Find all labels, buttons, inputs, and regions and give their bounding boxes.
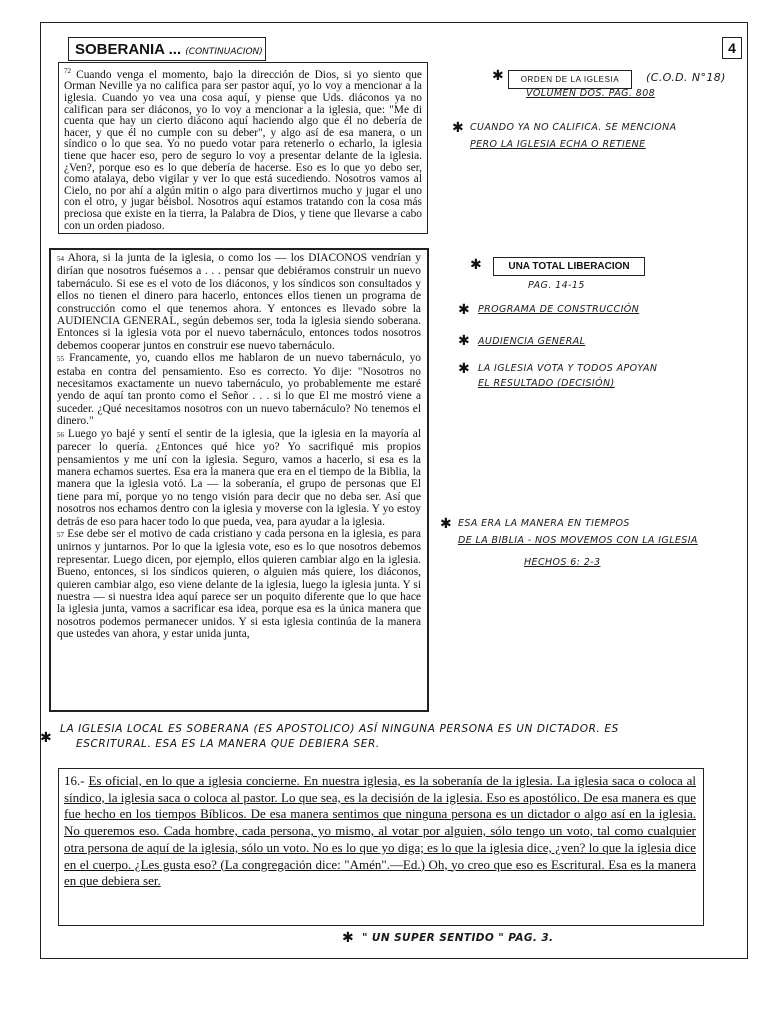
paragraph-number: 54 bbox=[57, 255, 64, 263]
asterisk-icon: ✱ bbox=[458, 302, 470, 318]
liberacion-label: UNA TOTAL LIBERACION bbox=[493, 257, 645, 276]
biblia-note-line1: ESA ERA LA MANERA EN TIEMPOS bbox=[458, 518, 630, 529]
paragraph-number: 72 bbox=[64, 67, 71, 75]
paragraph-57-text: Ese debe ser el motivo de cada cristiano y cada persona en la iglesia, es para unirnos y juntarnos. Por lo que la iglesia vote, eso es lo que nosotros debemos representar. Luego dicen, por ejemplo, ellos quieren cambiar algo en la iglesia. Bueno, entonces, si los síndicos quieren, o alguien más quiere, los diáconos, quieren cambiar algo, eso viene delante de la iglesia, luego la iglesia junta. Y si nuestra — si nuestra idea aquí parece ser un poquito diferente que lo que hace la iglesia junta, vamos a sacrificar esa idea, porque esa es la única manera que nosotros podemos permanecer unidos. Y si esta iglesia continúa de la manera que ustedes van ahora, y estar unida junta, bbox=[57, 527, 421, 641]
califica-note-line2: PERO LA IGLESIA ECHA O RETIENE bbox=[470, 139, 646, 150]
asterisk-icon: ✱ bbox=[492, 68, 504, 84]
paragraph-text: Cuando venga el momento, bajo la dirección de Dios, si yo siento que Orman Neville ya no califica para ser pastor aquí, yo lo voy a mencionar a la iglesia. Cuando yo vea una cosa aquí, y piense que Uds. diáconos ya no califican para ser diáconos, yo lo voy a mencionar a la iglesia, que: "Me di cuenta que hay un cierto diácono aquí haciendo algo que él no debería de hacer, y que él no cumple con su deber", y algo así de esa manera, o un síndico o lo que sea. Yo no puedo votar para retenerlo o echarlo, la iglesia tiene que hacer eso, pero de seguro lo voy a presentar delante de la iglesia. ¿Ven?, porque eso es lo que debería de hacerse. Eso es lo que yo debo ser, como atalaya, debo vigilar y ver lo que está sucediendo. Nosotros vamos al Cielo, no por ahí a algún mitin o algo para divertirnos mucho y jugar el uno con el otro, y jugar béisbol. Nosotros aquí estamos tratando con la cosa más preciosa que existe en la tierra, la Palabra de Dios, y tiene que llevarse a cabo con un orden piadoso. bbox=[64, 68, 422, 232]
programa-note: PROGRAMA DE CONSTRUCCIÓN bbox=[478, 304, 640, 315]
asterisk-icon: ✱ bbox=[458, 333, 470, 349]
paragraph-54-text: Ahora, si la junta de la iglesia, o como los — los DIACONOS vendrían y dirían que nosotros fuésemos a . . . pensar que debiéramos construir un nuevo tabernáculo. Si ese es el voto de los diáconos, y los síndicos son consultados y ellos no tienen el dinero para hacerlo, entonces ellos tienen un programa de construcción como el que tenemos ahora. Y entonces es llevado sobre la AUDIENCIA GENERAL, según debemos ser, toda la iglesia siendo soberana. Entonces si la iglesia vota por el nuevo tabernáculo, entonces todos nosotros debemos cooperar juntos en construir ese nuevo tabernáculo. bbox=[57, 252, 421, 352]
paragraph-number: 56 bbox=[57, 430, 64, 439]
page-number: 4 bbox=[722, 37, 742, 59]
section-title bbox=[68, 37, 266, 61]
vota-note-line2: EL RESULTADO (DECISIÓN) bbox=[478, 378, 615, 389]
local-note-line1: LA IGLESIA LOCAL ES SOBERANA (ES APOSTOLICO) ASÍ NINGUNA PERSONA ES UN DICTADOR. ES bbox=[60, 723, 619, 735]
asterisk-icon: ✱ bbox=[440, 516, 452, 532]
paragraph-text: Es oficial, en lo que a iglesia concierne. En nuestra iglesia, es la soberanía de la iglesia. La iglesia saca o coloca al síndico, la iglesia saca o coloca al pastor. Lo que sea, es la decisión de la iglesia. Eso es apostólico. De esa manera es que fue hecho en los tiempos Bíblicos. De esa manera sentimos que ninguna persona es un dictador o algo así en la iglesia. No queremos eso. Cada hombre, cada persona, yo mismo, al votar por alguien, sólo tengo un voto, tal como cualquier otra persona de aquí de la iglesia, sólo un voto. No es lo que yo diga; es lo que la iglesia dice, ¿ven? lo que la iglesia dice en el cuerpo. ¿Les gusta eso? (La congregación dice: "Amén".—Ed.) Oh, yo creo que eso es Escritural. Esa es la manera en que debiera ser. bbox=[64, 773, 696, 889]
quote-paragraphs-54-57 bbox=[57, 252, 421, 641]
orden-label: ORDEN DE LA IGLESIA bbox=[508, 70, 632, 89]
pag-note: PAG. 14-15 bbox=[528, 280, 585, 291]
vota-note-line1: LA IGLESIA VOTA Y TODOS APOYAN bbox=[478, 363, 658, 374]
asterisk-icon: ✱ bbox=[40, 730, 52, 746]
title-text: SOBERANIA ... bbox=[75, 41, 182, 58]
paragraph-number: 55 bbox=[57, 355, 64, 364]
asterisk-icon: ✱ bbox=[342, 930, 354, 946]
califica-note-line1: CUANDO YA NO CALIFICA. SE MENCIONA bbox=[470, 122, 677, 133]
super-sentido-note: " UN SUPER SENTIDO " PAG. 3. bbox=[362, 932, 554, 944]
asterisk-icon: ✱ bbox=[458, 361, 470, 377]
quote-paragraph-16 bbox=[64, 773, 696, 890]
paragraph-56-text: Luego yo bajé y sentí el sentir de la iglesia, que la iglesia en la mayoría al parecer lo quería. ¿Entonces qué hice yo? Yo sacrifiqué mis propios pensamientos y me uní con la iglesia. Seguro, vamos a hacerlo, si esa es la manera echamos suertes. Esa era la manera que era en el tiempo de la Biblia, la manera que la iglesia votó. La — la soberanía, el grupo de personas que El tiene para mí, porque yo no tengo visión para decir que no deba ser. Así que nosotros nos echamos dentro con la iglesia y moverse con la iglesia. Y yo estoy detrás de eso para hacer todo lo que pueda, vea, para ayudar a la iglesia. bbox=[57, 427, 421, 528]
title-subtitle: (CONTINUACION) bbox=[185, 47, 263, 57]
local-church-note bbox=[60, 722, 720, 752]
hechos-note: HECHOS 6: 2-3 bbox=[524, 557, 601, 568]
asterisk-icon: ✱ bbox=[452, 120, 464, 136]
volumen-note: VOLUMEN DOS. PAG. 808 bbox=[526, 88, 656, 99]
local-note-line2: ESCRITURAL. ESA ES LA MANERA QUE DEBIERA SER. bbox=[76, 738, 380, 750]
biblia-note-line2: DE LA BIBLIA - NOS MOVEMOS CON LA IGLESIA bbox=[458, 535, 698, 546]
audiencia-note: AUDIENCIA GENERAL bbox=[478, 336, 586, 347]
quote-paragraph-72 bbox=[64, 66, 422, 232]
paragraph-number: 57 bbox=[57, 530, 64, 539]
cod-note: (C.O.D. N°18) bbox=[646, 71, 726, 84]
paragraph-number: 16.- bbox=[64, 773, 85, 788]
asterisk-icon: ✱ bbox=[470, 257, 482, 273]
paragraph-55-text: Francamente, yo, cuando ellos me hablaron de un nuevo tabernáculo, yo estaba en contra del pensamiento. Eso es correcto. Yo dije: "Nosotros no necesitamos exactamente un nuevo tabernáculo, yo probablemente me estaré yendo de aquí tan pronto como el Señor . . . si lo que El me mostró viene a suceder. ¿Qué necesitamos nosotros con un nuevo tabernáculo? No tenemos el dinero." bbox=[57, 352, 421, 428]
